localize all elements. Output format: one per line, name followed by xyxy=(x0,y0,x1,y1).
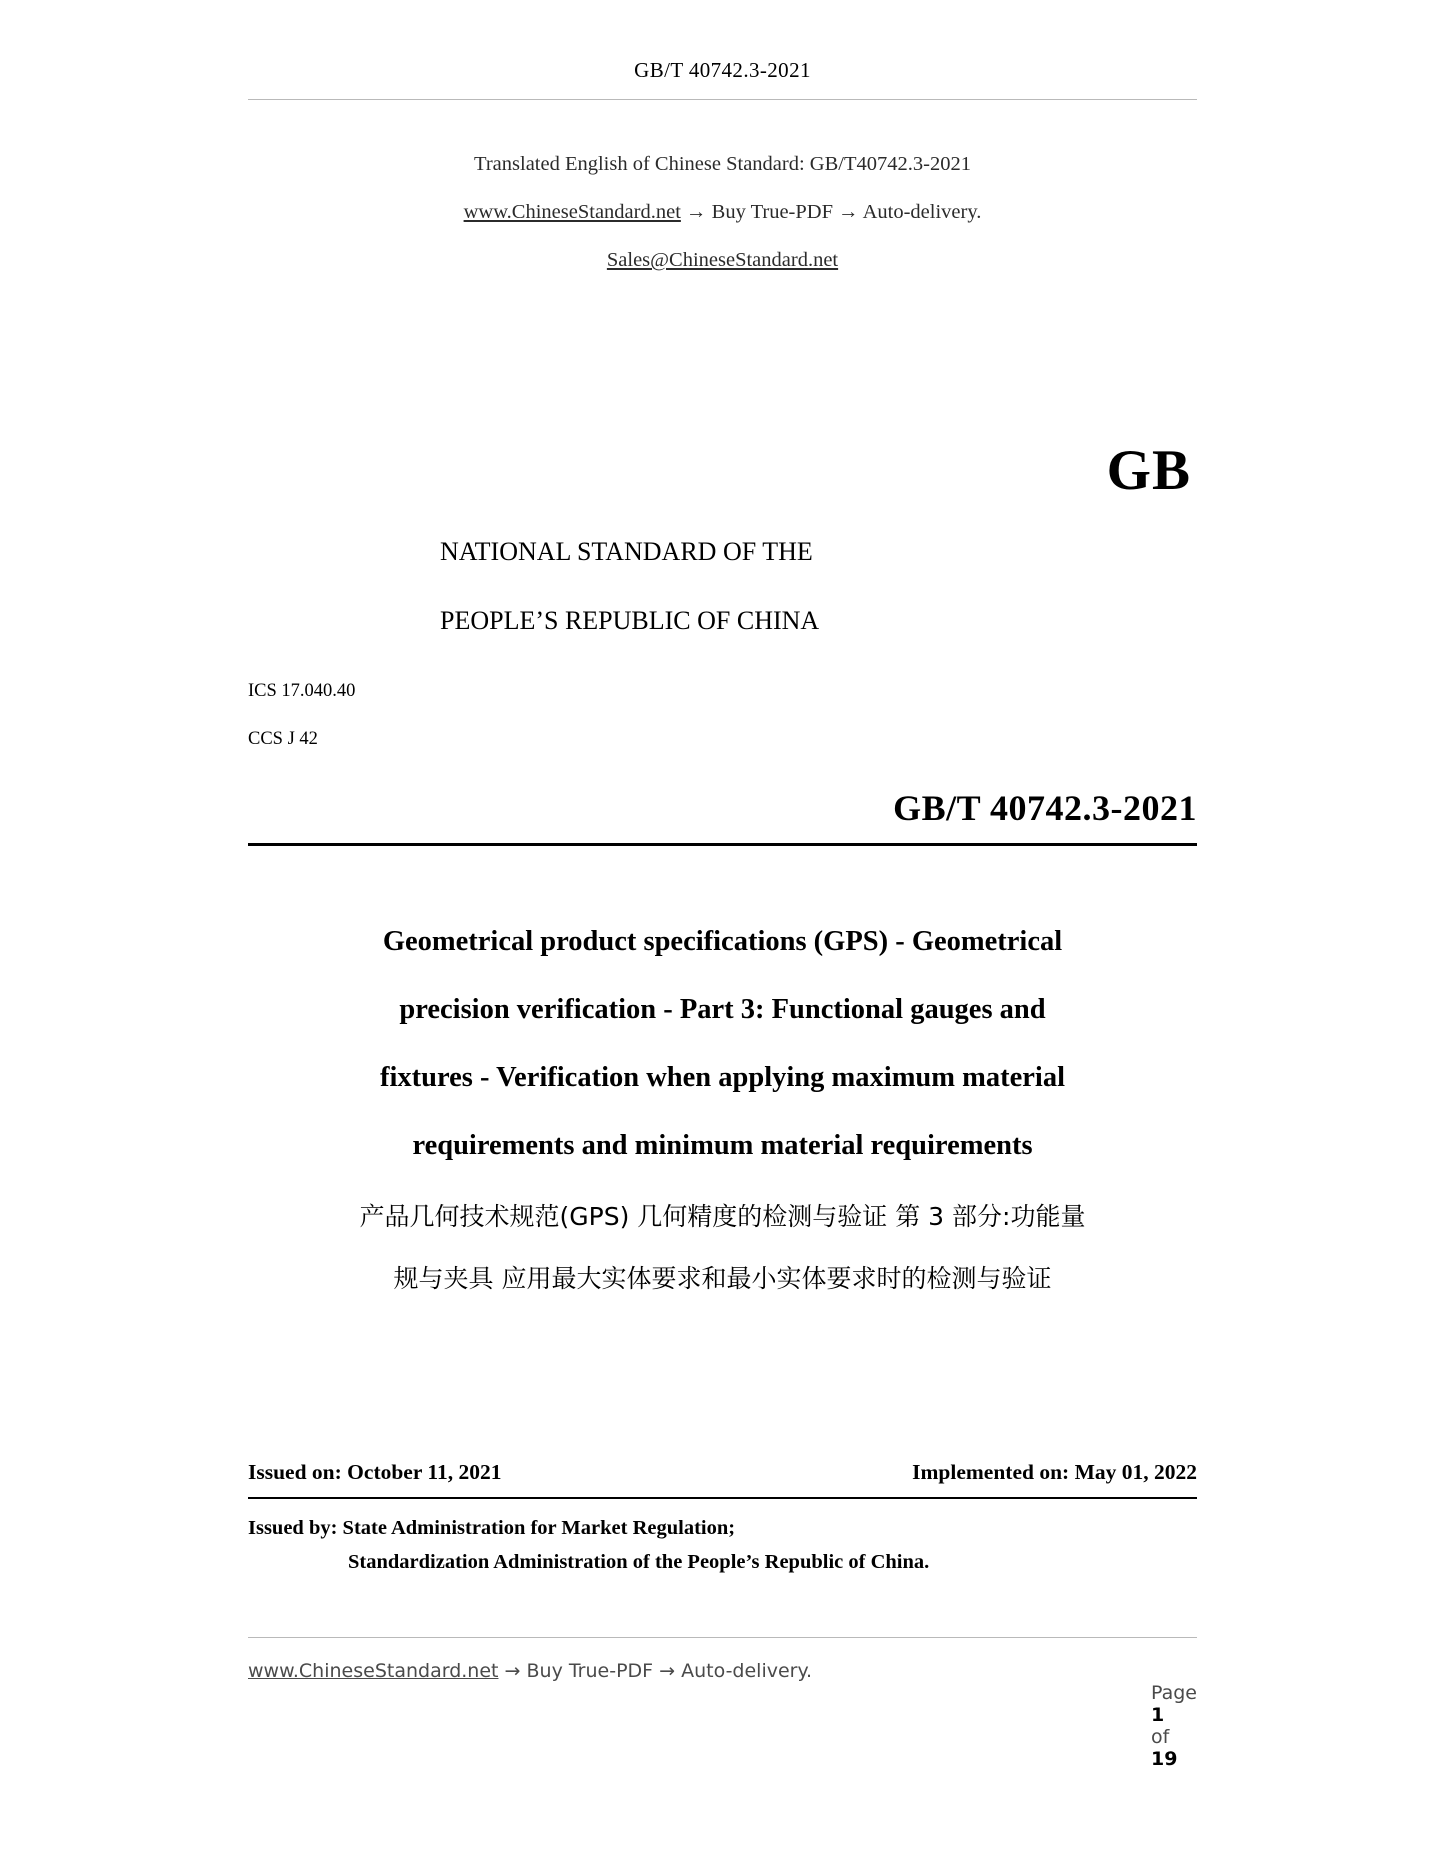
gb-logo-text: GB xyxy=(1106,439,1191,502)
footer-arrow-1: → xyxy=(504,1660,521,1682)
chinesestandard-link[interactable]: www.ChineseStandard.net xyxy=(463,201,681,223)
footer-page-indicator xyxy=(1103,1660,1197,1792)
footer-page-word: Page xyxy=(1151,1682,1197,1704)
footer-delivery-label: Auto-delivery. xyxy=(681,1660,813,1682)
standard-number: GB/T 40742.3-2021 xyxy=(893,788,1197,828)
issued-by-block xyxy=(248,1511,1197,1579)
footer-divider xyxy=(248,1637,1197,1638)
footer-buy-label: Buy True-PDF xyxy=(526,1660,654,1682)
promo-arrow-1: → xyxy=(686,201,707,223)
title-en-line-3: fixtures - Verification when applying maximum material xyxy=(379,1062,1066,1093)
title-en-line-2: precision verification - Part 3: Functional gauges and xyxy=(399,994,1046,1025)
footer-page-total: 19 xyxy=(1151,1748,1178,1770)
title-english xyxy=(248,908,1197,1180)
auto-delivery-label: Auto-delivery. xyxy=(862,201,982,223)
implemented-on-date: Implemented on: May 01, 2022 xyxy=(912,1460,1197,1484)
national-line-2: PEOPLE’S REPUBLIC OF CHINA xyxy=(440,606,820,635)
sales-email-link[interactable]: Sales@ChineseStandard.net xyxy=(606,249,839,271)
footer-site-link[interactable]: www.ChineseStandard.net xyxy=(248,1660,499,1682)
footer-page-number: 1 xyxy=(1151,1704,1165,1726)
footer-left xyxy=(248,1660,812,1682)
header-divider xyxy=(248,99,1197,100)
promo-block xyxy=(248,140,1197,284)
national-standard-heading xyxy=(248,517,1197,655)
dates-divider xyxy=(248,1497,1197,1499)
ccs-code: CCS J 42 xyxy=(248,729,318,749)
title-cn-line-1: 产品几何技术规范(GPS) 几何精度的检测与验证 第 3 部分:功能量 xyxy=(359,1202,1086,1231)
dates-row xyxy=(248,1460,1197,1485)
ics-code: ICS 17.040.40 xyxy=(248,681,356,701)
promo-line-3 xyxy=(248,236,1197,284)
issued-on-date: Issued on: October 11, 2021 xyxy=(248,1460,502,1484)
footer-arrow-2: → xyxy=(659,1660,676,1682)
page-header xyxy=(248,0,1197,100)
classification-block xyxy=(248,667,1197,763)
issued-by-line-1: Issued by: State Administration for Market Regulation; xyxy=(248,1517,736,1539)
title-cn-line-2: 规与夹具 应用最大实体要求和最小实体要求时的检测与验证 xyxy=(393,1264,1052,1293)
header-doc-code: GB/T 40742.3-2021 xyxy=(634,58,811,82)
promo-line-1: Translated English of Chinese Standard: GB/T40742.3-2021 xyxy=(474,153,971,175)
footer-of-word: of xyxy=(1151,1726,1170,1748)
promo-arrow-2: → xyxy=(838,201,859,223)
buy-true-pdf-label: Buy True-PDF xyxy=(711,201,833,223)
promo-line-2 xyxy=(248,188,1197,236)
issued-by-line-2: Standardization Administration of the People’s Republic of China. xyxy=(348,1551,930,1573)
title-en-line-4: requirements and minimum material requirements xyxy=(412,1130,1033,1161)
title-en-line-1: Geometrical product specifications (GPS) - Geometrical xyxy=(382,926,1063,957)
standard-number-divider xyxy=(248,843,1197,846)
title-chinese xyxy=(248,1186,1197,1310)
national-line-1: NATIONAL STANDARD OF THE xyxy=(440,537,813,566)
page-footer xyxy=(248,1637,1197,1792)
